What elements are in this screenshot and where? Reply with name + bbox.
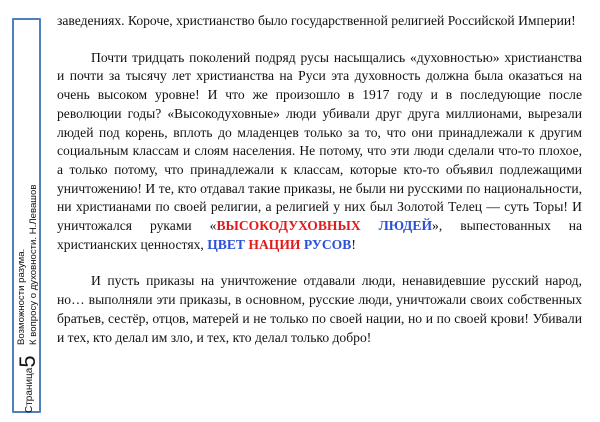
sidebar-title-line1: Возможности разума. — [16, 248, 27, 345]
paragraph-2-text-b: », выпестованных на христианских ценностях, — [57, 218, 582, 252]
body-text — [57, 12, 582, 347]
page-number-block — [17, 323, 39, 413]
paragraph-2-text-a: Почти тридцать поколений подряд русы насыщались «духовностью» христианства и почти за тысячу лет христианства на Руси эта духовность должна была оказаться на очень высоком уровне! И что же произошло в 1917 году и в последующие после революции годы? «Высокодуховные» люди убивали друг друга миллионами, вырезали людей под корень, вплоть до младенцев только за то, что они принадлежали к другим социальным классам и слоям населения. Не потому, что эти люди сделали что-то плохое, а только потому, что принадлежали к классам, которые кто-то объявил подлежащими уничтожению! И те, кто отдавал такие приказы, не были ни русскими по национальности, ни христианами по своей религии, а религией у них был Золотой Телец — суть Торы! И уничтожался руками « — [57, 49, 582, 234]
sidebar-title-text — [16, 85, 40, 345]
sidebar-title — [16, 85, 40, 345]
highlight-natsii: НАЦИИ — [248, 236, 301, 252]
sidebar-title-line2: К вопросу о духовности. Н.Левашов — [28, 184, 39, 345]
highlight-tsvet: ЦВЕТ — [207, 236, 245, 252]
highlight-vysokodukhovnykh: ВЫСОКОДУХОВНЫХ — [216, 218, 361, 234]
paragraph-2 — [57, 49, 582, 255]
highlight-rusov: РУСОВ — [303, 236, 352, 252]
page-number-rot — [17, 323, 39, 413]
page-number: 5 — [15, 355, 40, 368]
paragraph-3: И пусть приказы на уничтожение отдавали люди, ненавидевшие русский народ, но… выполняли эти приказы, в основном, русские люди, уничтожали своих собственных братьев, сестёр, отцов, матерей и не только по своей нации, но и по своей крови! Убивали и тех, кто делал им зло, и тех, кто делал только добро! — [57, 273, 582, 345]
paragraph-2-end: ! — [351, 236, 356, 252]
page-label: Страница — [24, 367, 36, 413]
paragraph-1: заведениях. Короче, христианство было государственной религией Российской Империи! — [57, 13, 576, 28]
highlight-lyudey: ЛЮДЕЙ — [378, 218, 433, 234]
